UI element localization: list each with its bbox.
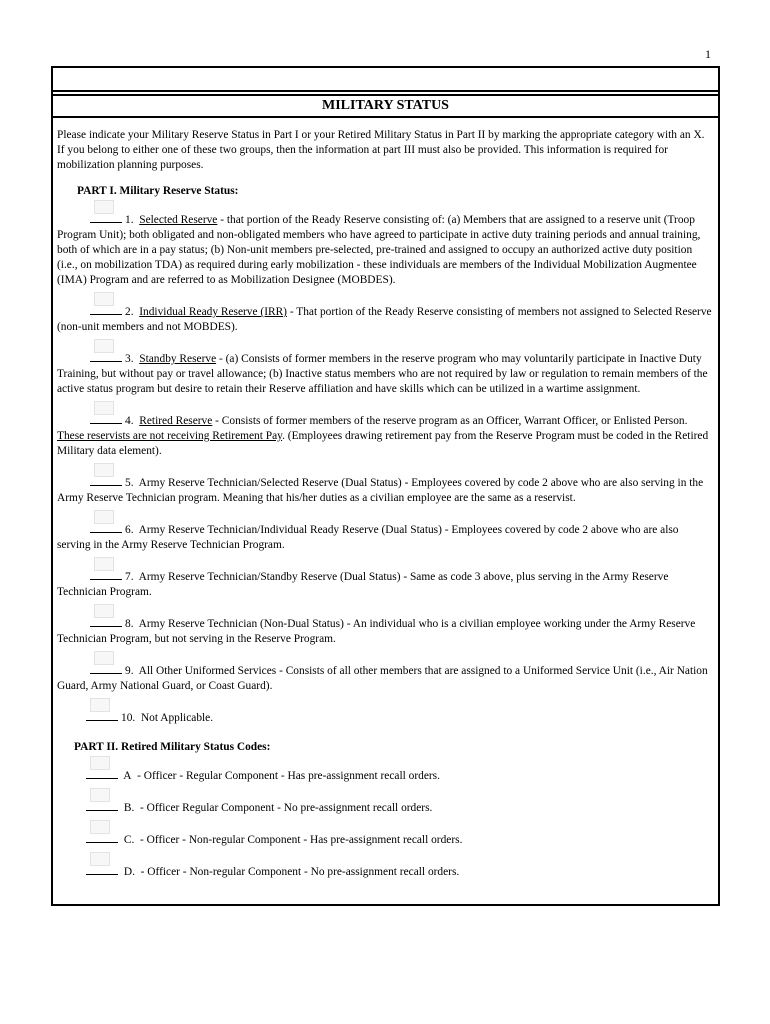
checkbox-field[interactable] [90,662,122,674]
item-description: - that portion of the Ready Reserve consisting of: (a) Members that are assigned to a reserve unit (Troop Program Unit); both obligated and non-obligated members who have agreed to participate in active duty training periods and annual training, both of which are in a pay status; (b) Non-unit members pre-selected, pre-trained and assigned to occupy an authorized active duty position (i.e., on mobilization TDA) as required during early mobilization - these individuals are members of the Individual Mobilization Augmentee (IMA) Program and are referred to as Mobilization Designee (MOBDES). [57,214,701,286]
intro-paragraph: Please indicate your Military Reserve Status in Part I or your Retired Military Status in Part II by marking the appropriate category with an X. If you belong to either one of these two groups, then the information at part III must also be provided. This information is required for mobilization planning purposes. [57,129,705,171]
reserve-status-item [57,521,714,553]
item-description: Army Reserve Technician (Non-Dual Status) - An individual who is a civilian employee working under the Army Reserve Technician Program, but not serving in the Reserve Program. [57,618,696,645]
reserve-status-item [57,662,714,694]
item-number: 2. [125,306,134,318]
item-description-cont: . (Employees drawing retirement pay from the Reserve Program must be coded in the Retired Military data element). [57,430,709,457]
form-title: MILITARY STATUS [53,94,718,118]
reserve-status-item [57,474,714,506]
code-letter: C. [123,834,135,846]
item-description: - That portion of the Ready Reserve consisting of members not assigned to Selected Reserve (non-unit members and not MOBDES). [57,306,712,333]
checkbox-field[interactable] [86,799,118,811]
checkbox-field[interactable] [90,211,122,223]
item-term: Retired Reserve [139,415,213,427]
item-term: Standby Reserve [139,353,217,365]
item-number: 10. [121,712,136,724]
code-letter: D. [123,866,135,878]
reserve-status-item [57,568,714,600]
checkbox-field[interactable] [86,831,118,843]
item-number: 7. [125,571,134,583]
part-ii-heading: PART II. Retired Military Status Codes: [74,741,271,753]
reserve-status-item [57,709,714,726]
reserve-status-item [57,412,714,459]
item-description: All Other Uniformed Services - Consists of all other members that are assigned to a Uniformed Service Unit (i.e., Air Nation Guard, Army National Guard, or Coast Guard). [57,665,708,692]
item-description: - (a) Consists of former members in the reserve program who may voluntarily participate in Inactive Duty Training, but without pay or travel allowance; (b) Inactive status members who are not required by law or regulation to remain members of the active status program but desire to retain their Reserve affiliation and have skills which can be utilized in a wartime assignment. [57,353,708,395]
page-number: 1 [705,47,711,61]
part-i-heading: PART I. Military Reserve Status: [77,185,239,197]
item-term: Individual Ready Reserve (IRR) [139,306,287,318]
item-description: - Consists of former members of the reserve program as an Officer, Warrant Officer, or Enlisted Person. [212,415,688,427]
code-description: - Officer - Regular Component - Has pre-assignment recall orders. [137,770,440,782]
item-term-note: These reservists are not receiving Retirement Pay [57,430,283,442]
code-description: - Officer Regular Component - No pre-assignment recall orders. [140,802,433,814]
item-description: Army Reserve Technician/Selected Reserve (Dual Status) - Employees covered by code 2 above who are also serving in the Army Reserve Technician program. Meaning that his/her duties as a civilian employee are the same as a reservist. [57,477,704,504]
item-number: 4. [125,415,134,427]
form-frame [51,66,720,906]
retired-code-item [57,767,714,784]
item-number: 5. [125,477,134,489]
checkbox-field[interactable] [86,709,118,721]
item-number: 9. [125,665,134,677]
checkbox-field[interactable] [90,521,122,533]
checkbox-field[interactable] [86,863,118,875]
code-description: - Officer - Non-regular Component - Has pre-assignment recall orders. [140,834,463,846]
item-number: 3. [125,353,134,365]
checkbox-field[interactable] [90,350,122,362]
item-description: Army Reserve Technician/Standby Reserve (Dual Status) - Same as code 3 above, plus serving in the Army Reserve Technician Program. [57,571,669,598]
reserve-status-item [57,350,714,397]
reserve-status-item [57,615,714,647]
form-top-bar [53,68,718,92]
code-description: - Officer - Non-regular Component - No pre-assignment recall orders. [140,866,460,878]
reserve-status-item [57,303,714,335]
checkbox-field[interactable] [90,474,122,486]
form-content [53,118,718,880]
item-description: Not Applicable. [140,712,214,724]
item-description: Army Reserve Technician/Individual Ready Reserve (Dual Status) - Employees covered by code 2 above who are also serving in the Army Reserve Technician Program. [57,524,679,551]
checkbox-field[interactable] [86,767,118,779]
code-letter: B. [123,802,135,814]
retired-code-item [57,831,714,848]
checkbox-field[interactable] [90,303,122,315]
reserve-status-item [57,211,714,288]
retired-code-item [57,863,714,880]
checkbox-field[interactable] [90,568,122,580]
checkbox-field[interactable] [90,412,122,424]
item-number: 1. [125,214,134,226]
item-number: 8. [125,618,134,630]
item-number: 6. [125,524,134,536]
code-letter: A [123,770,132,782]
checkbox-field[interactable] [90,615,122,627]
retired-code-item [57,799,714,816]
item-term: Selected Reserve [139,214,218,226]
